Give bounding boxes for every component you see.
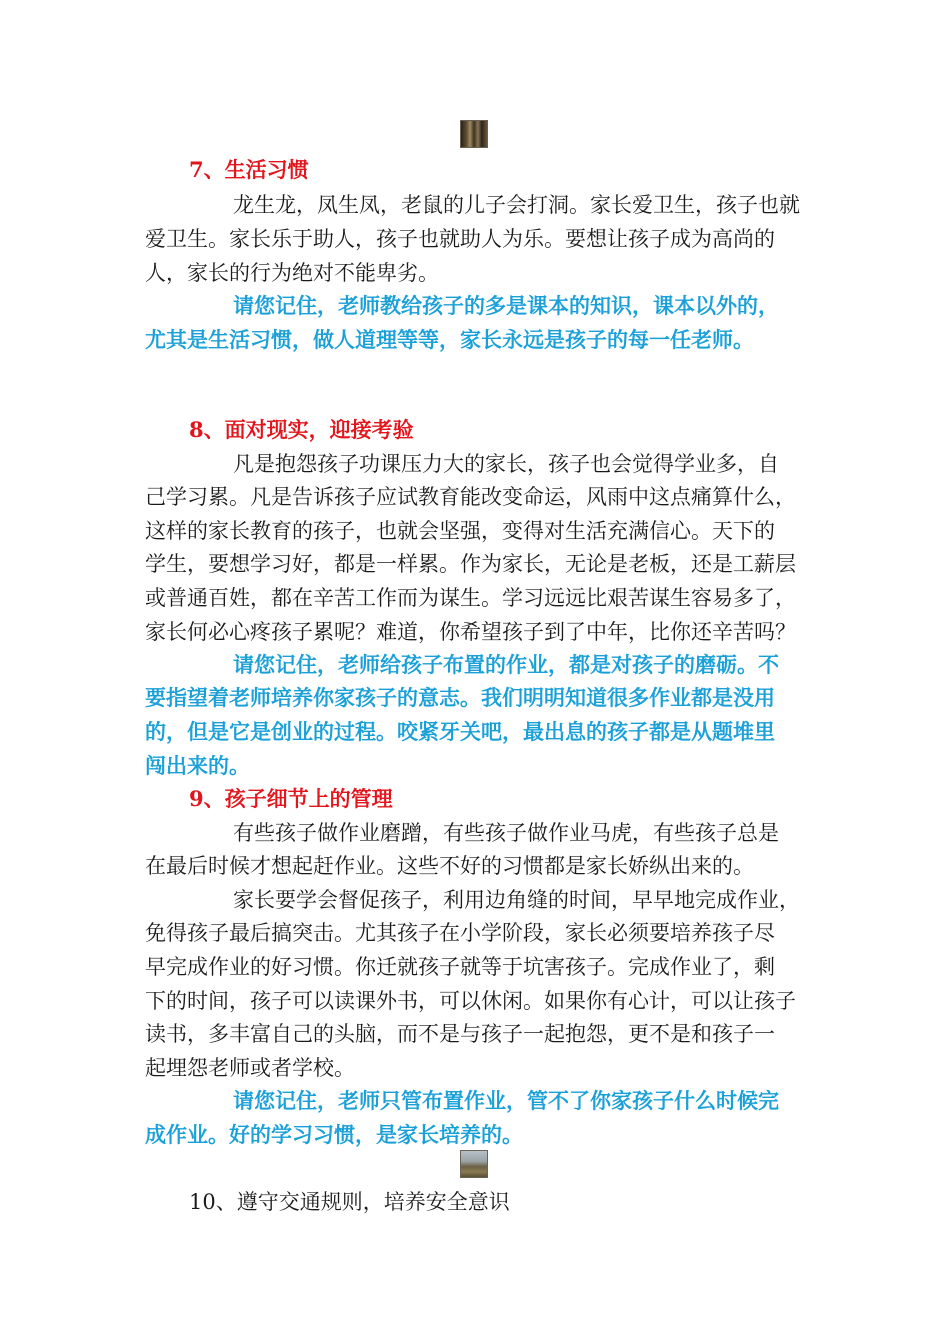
- section-9-body-line: 起埋怨老师或者学校。: [145, 1056, 355, 1080]
- section-7-note-line: 请您记住，老师教给孩子的多是课本的知识，课本以外的，: [233, 293, 779, 318]
- section-7-body-line: 龙生龙，凤生凤，老鼠的儿子会打洞。家长爱卫生，孩子也就: [233, 193, 800, 217]
- section-8-heading: 8、面对现实，迎接考验: [189, 417, 414, 442]
- section-8-note-line: 要指望着老师培养你家孩子的意志。我们明明知道很多作业都是没用: [145, 685, 775, 710]
- section-9-body-line: 免得孩子最后搞突击。尤其孩子在小学阶段，家长必须要培养孩子尽: [145, 921, 775, 945]
- section-7-note-line: 尤其是生活习惯，做人道理等等，家长永远是孩子的每一任老师。: [145, 327, 754, 352]
- section-8-body-line: 或普通百姓，都在辛苦工作而为谋生。学习远远比艰苦谋生容易多了，: [145, 586, 796, 610]
- section-9-body-line: 早完成作业的好习惯。你迁就孩子就等于坑害孩子。完成作业了，剩: [145, 955, 775, 979]
- section-10-heading: 10、遵守交通规则，培养安全意识: [189, 1190, 510, 1214]
- section-8-body-line: 家长何必心疼孩子累呢？难道，你希望孩子到了中年，比你还辛苦吗？: [145, 620, 796, 644]
- section-9-heading: 9、孩子细节上的管理: [189, 786, 393, 811]
- section-8-note-line: 的，但是它是创业的过程。咬紧牙关吧，最出息的孩子都是从题堆里: [145, 719, 775, 744]
- section-8-note-line: 闯出来的。: [145, 753, 250, 778]
- section-9-note-line: 请您记住，老师只管布置作业，管不了你家孩子什么时候完: [233, 1088, 779, 1113]
- section-8-body-line: 学生，要想学习好，都是一样累。作为家长，无论是老板，还是工薪层: [145, 552, 796, 576]
- landscape-photo-thumbnail: [460, 1150, 488, 1178]
- section-8-body-line: 这样的家长教育的孩子，也就会坚强，变得对生活充满信心。天下的: [145, 519, 775, 543]
- section-8-note-line: 请您记住，老师给孩子布置的作业，都是对孩子的磨砺。不: [233, 652, 779, 677]
- section-8-body-line: 凡是抱怨孩子功课压力大的家长，孩子也会觉得学业多，自: [233, 452, 779, 476]
- section-9-body-line: 有些孩子做作业磨蹭，有些孩子做作业马虎，有些孩子总是: [233, 821, 779, 845]
- section-8-body-line: 己学习累。凡是告诉孩子应试教育能改变命运，风雨中这点痛算什么，: [145, 485, 796, 509]
- section-9-note-line: 成作业。好的学习习惯，是家长培养的。: [145, 1122, 523, 1147]
- section-7-body-line: 人，家长的行为绝对不能卑劣。: [145, 261, 439, 285]
- section-7-body-line: 爱卫生。家长乐于助人，孩子也就助人为乐。要想让孩子成为高尚的: [145, 227, 775, 251]
- section-9-body-line: 家长要学会督促孩子，利用边角缝的时间，早早地完成作业，: [233, 888, 800, 912]
- section-9-body-line: 读书，多丰富自己的头脑，而不是与孩子一起抱怨，更不是和孩子一: [145, 1022, 775, 1046]
- section-9-body-line: 下的时间，孩子可以读课外书，可以休闲。如果你有心计，可以让孩子: [145, 989, 796, 1013]
- forest-photo-thumbnail: [460, 120, 488, 148]
- section-9-body-line: 在最后时候才想起赶作业。这些不好的习惯都是家长娇纵出来的。: [145, 854, 754, 878]
- section-7-heading: 7、生活习惯: [189, 157, 309, 182]
